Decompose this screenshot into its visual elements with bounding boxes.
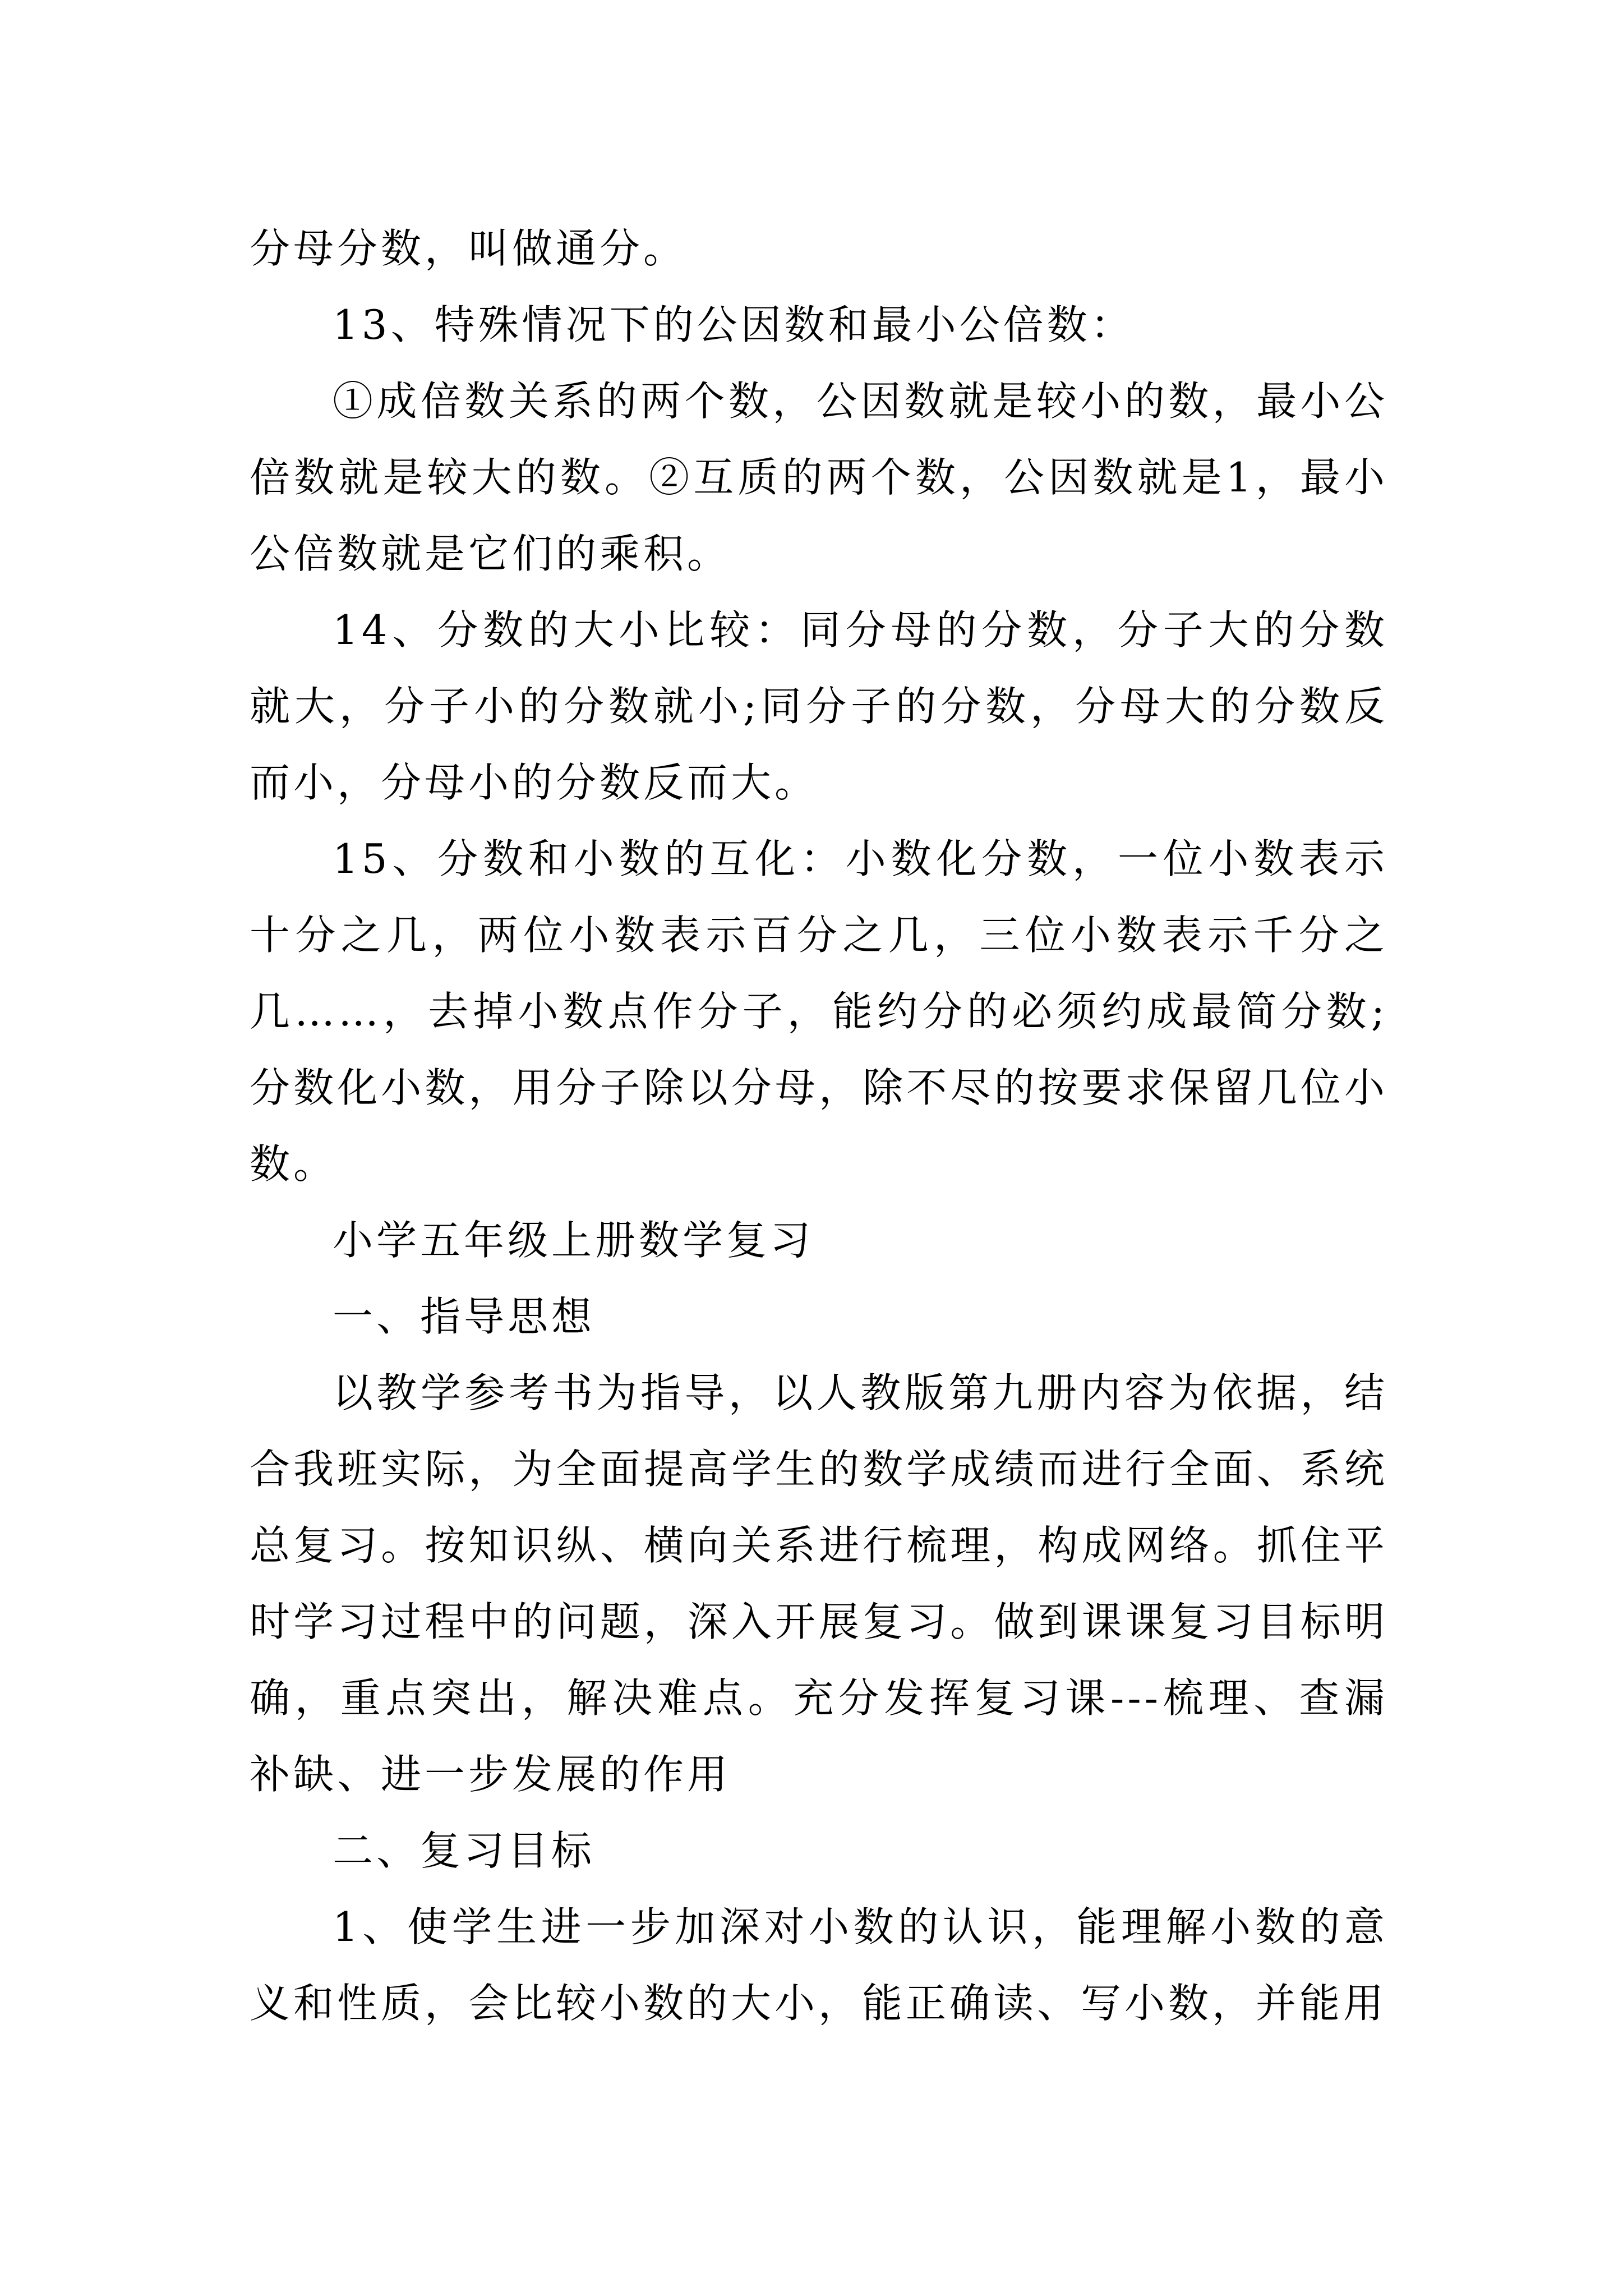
document-body xyxy=(250,210,1388,2041)
section-title: 小学五年级上册数学复习 xyxy=(333,1217,814,1264)
paragraph-item-13-detail: ①成倍数关系的两个数，公因数就是较小的数，最小公倍数就是较大的数。②互质的两个数，公因数就是1，最小公倍数就是它们的乘积。 xyxy=(250,378,1388,577)
heading-guiding-ideology: 一、指导思想 xyxy=(333,1293,596,1340)
paragraph-item-14: 14、分数的大小比较：同分母的分数，分子大的分数就大，分子小的分数就小;同分子的分数，分母大的分数反而小，分母小的分数反而大。 xyxy=(250,606,1388,806)
paragraph-item-15: 15、分数和小数的互化：小数化分数，一位小数表示十分之几，两位小数表示百分之几，三位小数表示千分之几……，去掉小数点作分子，能约分的必须约成最简分数;分数化小数，用分子除以分母，除不尽的按要求保留几位小数。 xyxy=(250,835,1388,1188)
paragraph-guiding-ideology: 以教学参考书为指导，以人教版第九册内容为依据，结合我班实际，为全面提高学生的数学成绩而进行全面、系统总复习。按知识纵、横向关系进行梳理，构成网络。抓住平时学习过程中的问题，深入开展复习。做到课课复习目标明确，重点突出，解决难点。充分发挥复习课---梳理、查漏补缺、进一步发展的作用 xyxy=(250,1369,1388,1798)
heading-review-goals: 二、复习目标 xyxy=(333,1827,596,1874)
paragraph-item-13: 13、特殊情况下的公因数和最小公倍数： xyxy=(333,301,1135,348)
paragraph-continuation: 分母分数，叫做通分。 xyxy=(250,225,688,272)
paragraph-review-goal-1: 1、使学生进一步加深对小数的认识，能理解小数的意义和性质，会比较小数的大小，能正确读、写小数，并能用 xyxy=(250,1903,1388,2027)
